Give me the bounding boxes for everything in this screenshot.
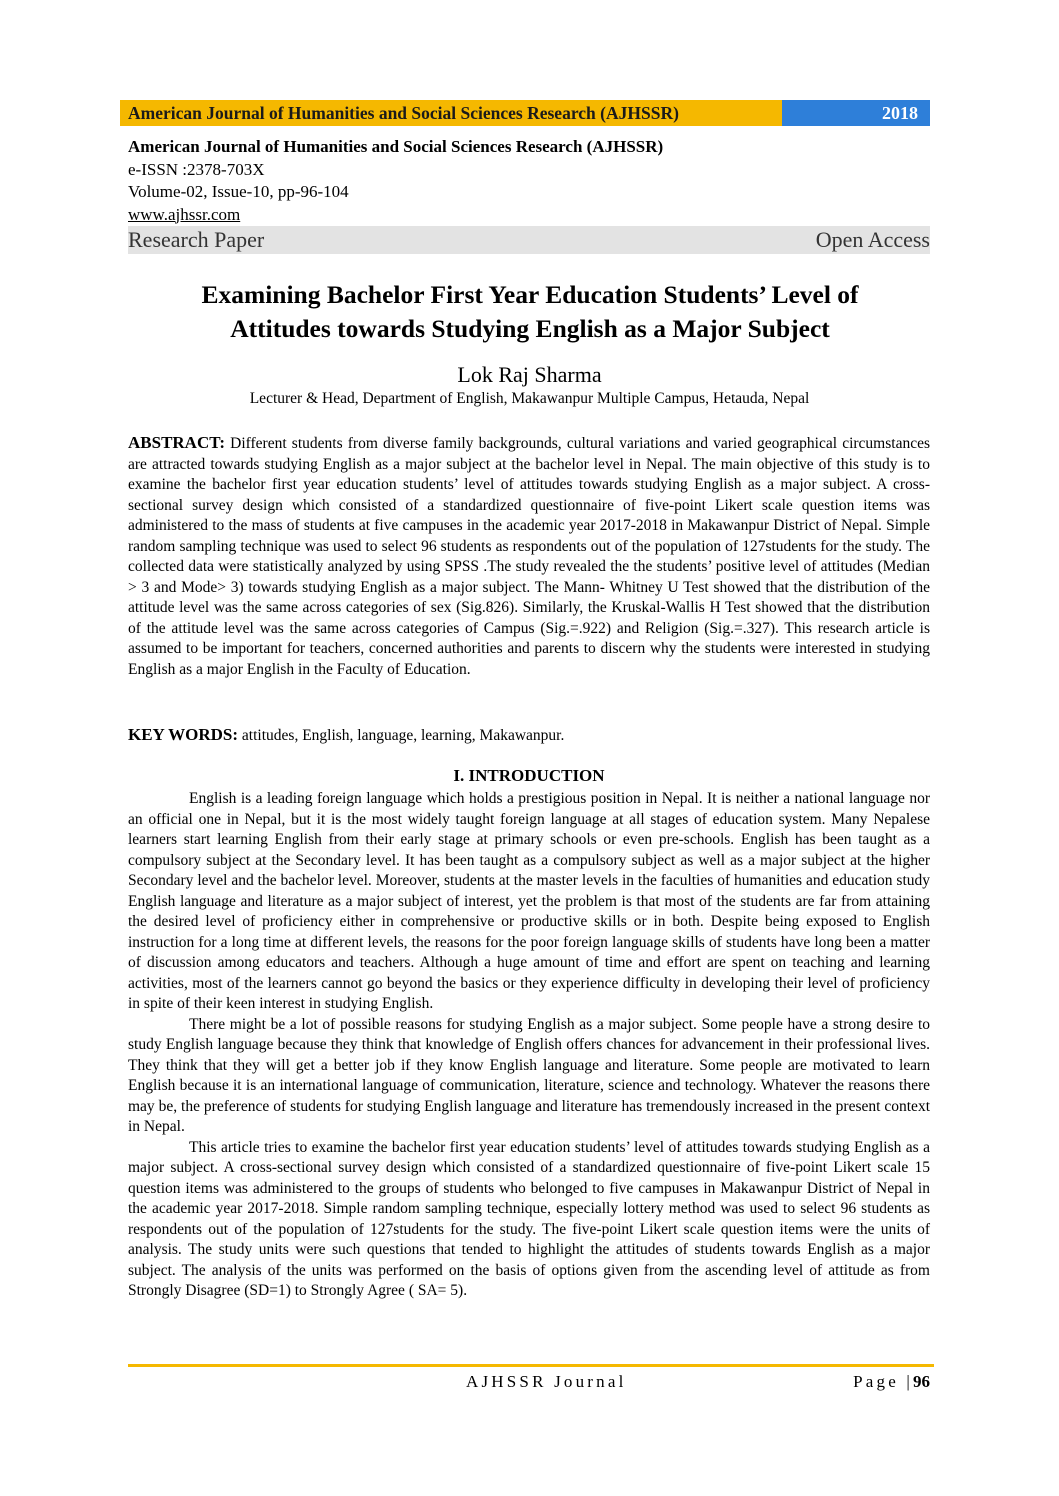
journal-meta — [128, 136, 663, 226]
abstract-label: ABSTRACT: — [128, 433, 225, 452]
footer-journal: AJHSSR Journal — [466, 1372, 627, 1391]
introduction-body — [128, 789, 930, 1302]
running-header-year: 2018 — [782, 100, 930, 126]
keywords-text: attitudes, English, language, learning, Makawanpur. — [238, 727, 565, 744]
author-name: Lok Raj Sharma — [457, 362, 602, 387]
page-footer — [128, 1372, 930, 1396]
paper-title — [100, 278, 960, 346]
paper-type-bar — [128, 226, 930, 254]
volume-info: Volume-02, Issue-10, pp-96-104 — [128, 182, 349, 201]
paper-type-label: Research Paper — [128, 227, 265, 252]
title-line: Examining Bachelor First Year Education Students’ Level of — [201, 280, 859, 309]
journal-name: American Journal of Humanities and Social Sciences Research (AJHSSR) — [128, 137, 664, 156]
journal-website-link[interactable]: www.ajhssr.com — [128, 204, 241, 224]
access-type-label: Open Access — [815, 227, 930, 252]
keywords — [128, 725, 930, 747]
running-header — [120, 100, 930, 126]
footer-page-number: 96 — [913, 1372, 930, 1391]
paragraph: English is a leading foreign language which holds a prestigious position in Nepal. It is neither a national language nor an official one in Nepal, but it is the most widely taught foreign language at all stages of education system. Many Nepalese learners start learning English from their early stage at primary schools or even pre-schools. English has been taught as a compulsory subject at the Secondary level. It has been taught as a compulsory subject as well as a major subject at the higher Secondary level and the bachelor level. Moreover, students at the master levels in the faculties of humanities and education study English language and literature as a major subject of interest, yet the problem is that most of the students are far from attaining the desired level of proficiency either in comprehensive or productive skills or in both. Despite being exposed to English instruction for a long time at different levels, the reasons for the poor foreign language skills of students have long been a matter of discussion among educators and teachers. Although a huge amount of time and effort are spent on teaching and learning activities, most of the learners cannot go beyond the basics or they experience difficulty in developing their level of proficiency in spite of their keen interest in studying English. — [128, 790, 930, 1012]
issn: e-ISSN :2378-703X — [128, 159, 265, 179]
keywords-label: KEY WORDS: — [128, 725, 239, 744]
paragraph: There might be a lot of possible reasons for studying English as a major subject. Some people have a strong desire to study English language because they think that knowledge of English offers chances for advancement in their professional lives. They think that they will get a better job if they know English language and literature. Some people are motivated to learn English because it is an international language of communication, literature, science and technology. Whatever the reasons there may be, the preference of students for studying English language and literature has tremendously increased in the present context in Nepal. — [128, 1015, 930, 1135]
paragraph: This article tries to examine the bachelor first year education students’ level of attitudes towards studying English as a major subject. A cross-sectional survey design which consisted of a standardized questionnaire of five-point Likert scale 15 question items was administered to the groups of students who belonged to five campuses in Makawanpur District of Nepal in the academic year 2017-2018. Simple random sampling technique, especially lottery method was used to select 96 students as respondents out of the population of 127students for the study. The five-point Likert scale question items were the units of analysis. The study units were such questions that tended to highlight the attitudes of students towards English as a major subject. The analysis of the units was performed on the basis of options given from the ascending level of attitude as from Strongly Disagree (SD=1) to Strongly Agree ( SA= 5). — [128, 1138, 930, 1299]
abstract — [128, 433, 930, 680]
abstract-text: Different students from diverse family backgrounds, cultural variations and varied geographical circumstances are attracted towards studying English as a major subject at the bachelor level in Nepal. The main objective of this study is to examine the bachelor first year education students’ level of attitudes towards studying English as a major subject. A cross-sectional survey design which consisted of a standardized questionnaire of five-point Likert scale question items was administered to the mass of students at five campuses in the academic year 2017-2018 in Makawanpur District of Nepal. Simple random sampling technique was used to select 96 students as respondents out of the population of 127students for the study. The collected data were statistically analyzed by using SPSS .The study revealed the the students’ positive level of attitudes (Median > 3 and Mode> 3) towards studying English as a major subject. The Mann- Whitney U Test showed that the distribution of the attitude level was the same across categories of sex (Sig.826). Similarly, the Kruskal-Wallis H Test showed that the distribution of the attitude level was the same across categories of Campus (Sig.=.922) and Religion (Sig.=.327). This research article is assumed to be important for teachers, concerned authorities and parents to discern why the students were interested in studying English as a major English in the Faculty of Education. — [128, 435, 930, 678]
running-header-title: American Journal of Humanities and Social Sciences Research (AJHSSR) — [120, 100, 782, 126]
section-heading: I. INTRODUCTION — [453, 766, 605, 785]
footer-page-label: Page | — [853, 1372, 913, 1391]
author-affiliation: Lecturer & Head, Department of English, Makawanpur Multiple Campus, Hetauda, Nepal — [249, 390, 810, 407]
footer-rule — [128, 1364, 934, 1367]
title-line: Attitudes towards Studying English as a Major Subject — [230, 314, 830, 343]
footer-page — [853, 1372, 930, 1392]
